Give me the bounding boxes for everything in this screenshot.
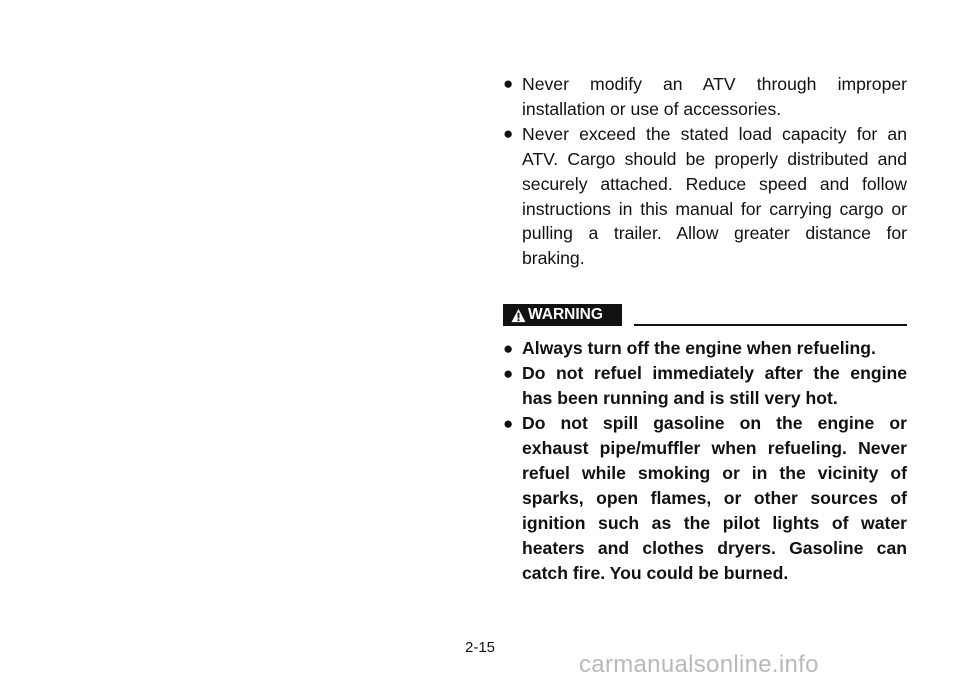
main-column (503, 72, 907, 586)
watermark-text: carmanualsonline.info (579, 651, 819, 678)
list-item (503, 122, 907, 271)
list-item (503, 411, 907, 586)
bullet-icon: ● (503, 364, 514, 384)
item-text: Never exceed the stated load capacity for an ATV. Cargo should be properly distributed and securely attached. Reduce speed and follow instructions in this manual for carrying cargo or pulling a trailer. Allow greater distance for braking. (522, 123, 907, 269)
list-item (503, 361, 907, 411)
bullet-icon: ● (503, 414, 514, 434)
bullet-icon: ● (503, 74, 514, 93)
item-text: Always turn off the engine when refueling. (522, 338, 876, 359)
bullet-icon: ● (503, 339, 514, 359)
intro-list (503, 72, 907, 271)
warning-badge (503, 304, 622, 326)
warning-triangle-icon (511, 308, 526, 323)
list-item (503, 336, 907, 361)
item-text: Never modify an ATV through improper installation or use of accessories. (522, 74, 907, 119)
bullet-icon: ● (503, 123, 514, 143)
warning-rule (634, 324, 907, 326)
list-item (503, 72, 907, 122)
page-number: 2-15 (464, 639, 496, 656)
item-text: Do not spill gasoline on the engine or exhaust pipe/muffler when refueling. Never refuel while smoking or in the vicinity of sparks, open flames, or other sources of ignition such as the pilot lights of water heaters and clothes dryers. Gasoline can catch fire. You could be burned. (522, 413, 907, 584)
warning-label: WARNING (528, 306, 603, 324)
warning-list (503, 336, 907, 586)
warning-header (503, 304, 907, 330)
item-text: Do not refuel immediately after the engine has been running and is still very hot. (522, 363, 907, 409)
